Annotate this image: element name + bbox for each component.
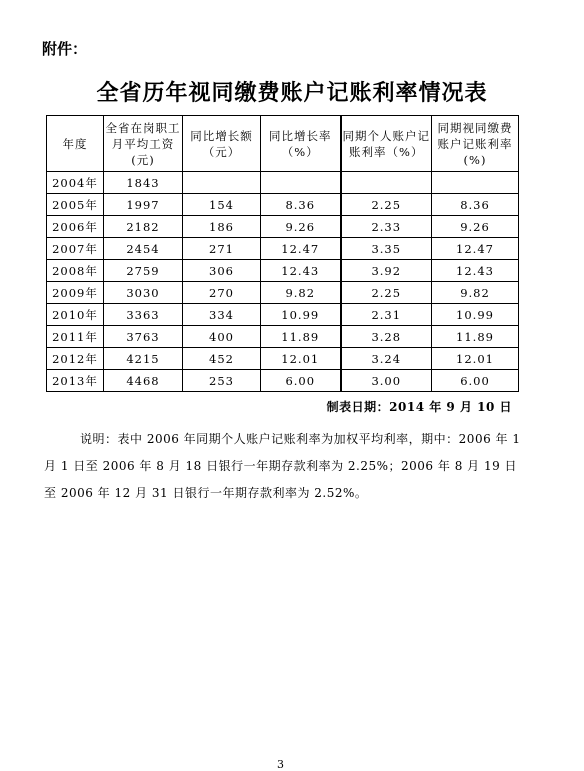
attachment-label: 附件： — [42, 40, 88, 58]
cell-deemed-rate: 9.26 — [432, 216, 519, 238]
table-row — [47, 370, 519, 392]
cell-growth-rate: 12.47 — [261, 238, 341, 260]
table-header-row — [47, 116, 519, 172]
cell-deemed-rate: 12.01 — [432, 348, 519, 370]
cell-avg-wage: 1843 — [104, 172, 183, 194]
cell-year: 2011年 — [47, 326, 104, 348]
table-row — [47, 216, 519, 238]
cell-growth-rate: 12.43 — [261, 260, 341, 282]
table-row — [47, 172, 519, 194]
header-avg-wage: 全省在岗职工月平均工资(元) — [104, 116, 183, 172]
header-deemed-rate: 同期视同缴费账户记账利率(%) — [432, 116, 519, 172]
document-title: 全省历年视同缴费账户记账利率情况表 — [96, 80, 488, 106]
cell-avg-wage: 1997 — [104, 194, 183, 216]
cell-avg-wage: 2759 — [104, 260, 183, 282]
header-personal-rate: 同期个人账户记账利率（%） — [341, 116, 432, 172]
table-row — [47, 304, 519, 326]
cell-avg-wage: 4468 — [104, 370, 183, 392]
cell-growth-rate: 9.26 — [261, 216, 341, 238]
cell-growth-amount: 306 — [183, 260, 261, 282]
table-body — [47, 172, 519, 392]
cell-year: 2013年 — [47, 370, 104, 392]
cell-personal-rate: 2.25 — [341, 282, 432, 304]
page-number: 3 — [277, 758, 284, 771]
cell-growth-rate: 8.36 — [261, 194, 341, 216]
cell-year: 2010年 — [47, 304, 104, 326]
cell-personal-rate: 3.00 — [341, 370, 432, 392]
table-row — [47, 348, 519, 370]
table-row — [47, 326, 519, 348]
cell-growth-rate — [261, 172, 341, 194]
cell-growth-rate: 10.99 — [261, 304, 341, 326]
cell-deemed-rate: 12.47 — [432, 238, 519, 260]
cell-growth-rate: 9.82 — [261, 282, 341, 304]
cell-avg-wage: 3030 — [104, 282, 183, 304]
cell-year: 2004年 — [47, 172, 104, 194]
date-note: 制表日期：2014 年 9 月 10 日 — [326, 400, 512, 414]
cell-growth-rate: 11.89 — [261, 326, 341, 348]
cell-personal-rate — [341, 172, 432, 194]
header-growth-rate: 同比增长率（%） — [261, 116, 341, 172]
cell-avg-wage: 4215 — [104, 348, 183, 370]
cell-personal-rate: 3.28 — [341, 326, 432, 348]
cell-growth-amount: 253 — [183, 370, 261, 392]
cell-deemed-rate — [432, 172, 519, 194]
cell-year: 2008年 — [47, 260, 104, 282]
cell-growth-amount — [183, 172, 261, 194]
cell-avg-wage: 3763 — [104, 326, 183, 348]
cell-deemed-rate: 12.43 — [432, 260, 519, 282]
cell-personal-rate: 3.35 — [341, 238, 432, 260]
cell-growth-amount: 334 — [183, 304, 261, 326]
cell-growth-rate: 12.01 — [261, 348, 341, 370]
header-year: 年度 — [47, 116, 104, 172]
cell-avg-wage: 2182 — [104, 216, 183, 238]
cell-avg-wage: 3363 — [104, 304, 183, 326]
cell-personal-rate: 2.31 — [341, 304, 432, 326]
cell-year: 2005年 — [47, 194, 104, 216]
cell-deemed-rate: 8.36 — [432, 194, 519, 216]
cell-growth-amount: 452 — [183, 348, 261, 370]
header-growth-amount: 同比增长额（元） — [183, 116, 261, 172]
cell-personal-rate: 2.33 — [341, 216, 432, 238]
table-row — [47, 260, 519, 282]
table-row — [47, 282, 519, 304]
cell-year: 2012年 — [47, 348, 104, 370]
cell-growth-amount: 271 — [183, 238, 261, 260]
cell-year: 2006年 — [47, 216, 104, 238]
cell-personal-rate: 3.92 — [341, 260, 432, 282]
cell-growth-amount: 270 — [183, 282, 261, 304]
cell-avg-wage: 2454 — [104, 238, 183, 260]
cell-deemed-rate: 9.82 — [432, 282, 519, 304]
table-row — [47, 194, 519, 216]
cell-growth-rate: 6.00 — [261, 370, 341, 392]
cell-personal-rate: 2.25 — [341, 194, 432, 216]
cell-growth-amount: 186 — [183, 216, 261, 238]
cell-deemed-rate: 10.99 — [432, 304, 519, 326]
cell-year: 2007年 — [47, 238, 104, 260]
cell-year: 2009年 — [47, 282, 104, 304]
cell-personal-rate: 3.24 — [341, 348, 432, 370]
cell-growth-amount: 400 — [183, 326, 261, 348]
cell-deemed-rate: 11.89 — [432, 326, 519, 348]
cell-growth-amount: 154 — [183, 194, 261, 216]
table-row — [47, 238, 519, 260]
explanation-note: 说明：表中 2006 年同期个人账户记账利率为加权平均利率，期中：2006 年 1 月 1 日至 2006 年 8 月 18 日银行一年期存款利率为 2.25%；2006 年 8 月 19 日至 2006 年 12 月 31 日银行一年期存款利率为 2.52%。 — [44, 432, 521, 500]
cell-deemed-rate: 6.00 — [432, 370, 519, 392]
rate-table — [46, 115, 519, 392]
